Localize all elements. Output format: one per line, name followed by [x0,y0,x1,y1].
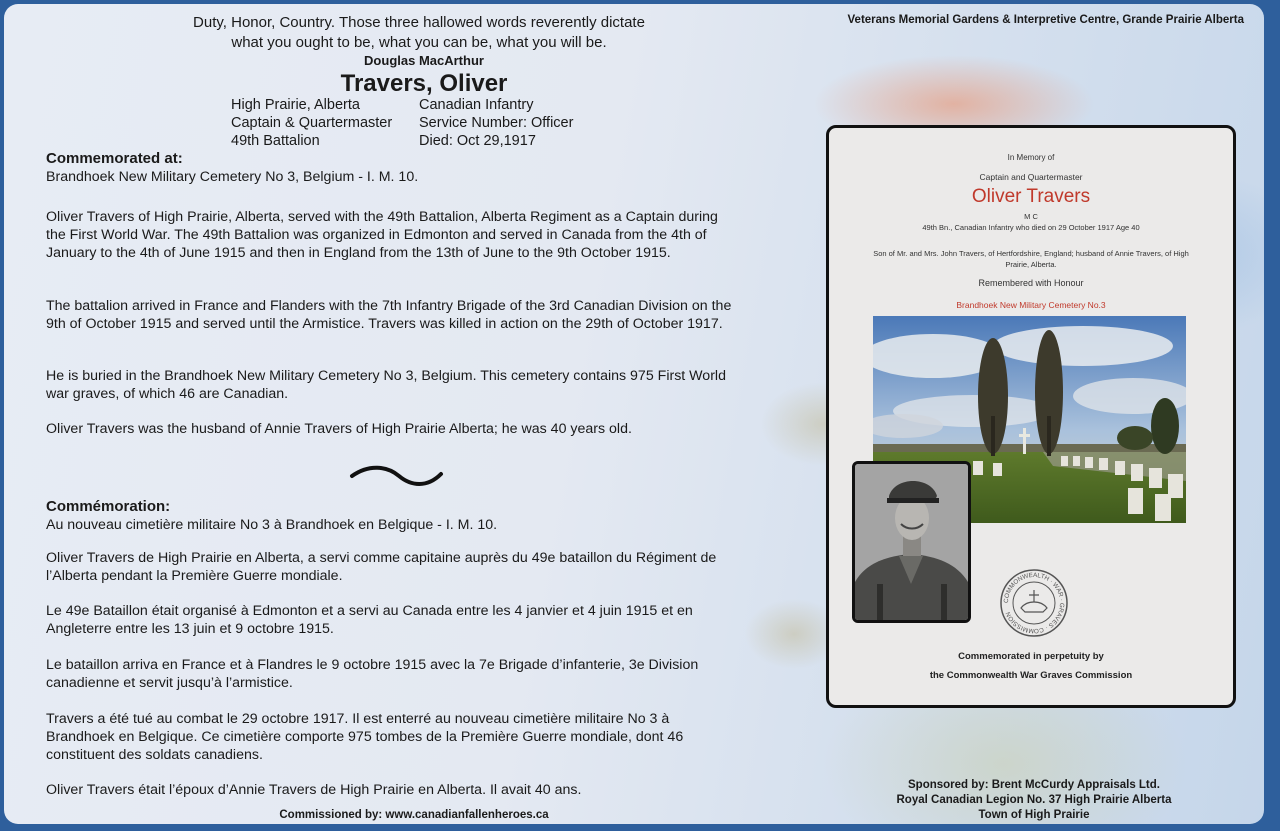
tilde-divider [349,462,444,492]
english-paragraph-1: Oliver Travers of High Prairie, Alberta, served with the 49th Battalion, Alberta Regiment as a Captain during the First World War. The 49th Battalion was organized in Edmonton and served in Canada from the 4th of January to the 4th of June 1915 and then in England from the 13th of June to the 9th October 1915. [46,209,718,261]
date-died: Died: Oct 29,1917 [419,133,536,149]
soldier-info-right [419,96,639,150]
french-location: Au nouveau cimetière militaire No 3 à Brandhoek en Belgique - I. M. 10. [46,517,498,533]
battalion: 49th Battalion [231,133,320,149]
quote [124,13,714,53]
seal-text: COMMONWEALTH · WAR · GRAVES · COMMISSION [1002,571,1066,635]
sponsor-line-1: Sponsored by: Brent McCurdy Appraisals Ltd. [908,779,1160,791]
quote-author: Douglas MacArthur [364,53,484,68]
french-section [46,498,736,534]
french-paragraph-5: Oliver Travers était l’époux d’Annie Travers de High Prairie en Alberta. Il avait 40 ans. [46,782,582,798]
english-paragraph-3: He is buried in the Brandhoek New Military Cemetery No 3, Belgium. This cemetery contains 975 First World war graves, of which 46 are Canadian. [46,368,726,402]
soldier-info-left [231,96,411,150]
card-commemorated [829,647,1233,685]
french-paragraph-3: Le bataillon arriva en France et à Flandres le 9 octobre 1915 avec la 7e Brigade d’infanterie, 3e Division canadienne et servit jusqu’à l’armistice. [46,657,699,691]
quote-line-2: what you ought to be, what you can be, what you will be. [231,34,607,51]
unit: Canadian Infantry [419,97,534,113]
soldier-name: Travers, Oliver [340,70,508,97]
english-heading: Commemorated at: [46,150,183,167]
sponsor-line-3: Town of High Prairie [978,809,1090,821]
memorial-card [826,125,1236,708]
cwgc-seal [999,568,1069,638]
sponsors [824,778,1244,823]
memorial-page [4,4,1264,824]
card-commemorated-line-2: the Commonwealth War Graves Commission [929,670,1133,681]
svg-text:COMMONWEALTH · WAR · GRAVES · [1003,572,1065,634]
french-heading: Commémoration: [46,498,171,515]
french-paragraph-2: Le 49e Bataillon était organisé à Edmonton et a servi au Canada entre les 4 janvier et 4 juin 1915 et en Angleterre entre les 13 juin et 9 octobre 1915. [46,603,693,637]
sponsor-line-2: Royal Canadian Legion No. 37 High Prairie Alberta [896,794,1172,806]
card-rank: Captain and Quartermaster [979,172,1083,182]
quote-line-1: Duty, Honor, Country. Those three hallowed words reverently dictate [193,14,645,31]
rank: Captain & Quartermaster [231,115,393,131]
card-name: Oliver Travers [971,186,1091,207]
service-number: Service Number: Officer [419,115,574,131]
english-section [46,150,736,186]
english-paragraph-2: The battalion arrived in France and Flanders with the 7th Infantry Brigade of the 3rd Canadian Division on the 9th of October 1915 and served until the Armistice. Travers was killed in action on the 29th of October 1917. [46,298,732,332]
french-paragraph-4: Travers a été tué au combat le 29 octobre 1917. Il est enterré au nouveau cimetière militaire No 3 à Brandhoek en Belgique. Ce cimetière comporte 975 tombes de la Première Guerre mondiale, dont 46 constituent des soldats canadiens. [46,711,684,763]
english-location: Brandhoek New Military Cemetery No 3, Belgium - I. M. 10. [46,169,419,185]
card-cemetery: Brandhoek New Military Cemetery No.3 [956,300,1106,310]
card-commemorated-line-1: Commemorated in perpetuity by [958,651,1104,662]
card-award: M C [1024,212,1038,221]
card-in-memory: In Memory of [1007,153,1055,162]
card-remembered: Remembered with Honour [978,278,1084,288]
soldier-portrait [852,461,971,623]
card-family: Son of Mr. and Mrs. John Travers, of Hertfordshire, England; husband of Annie Travers, of High Prairie, Alberta. [873,249,1189,269]
french-paragraph-1: Oliver Travers de High Prairie en Alberta, a servi comme capitaine auprès du 49e bataillon du Régiment de l’Alberta pendant la Première Guerre mondiale. [46,550,717,584]
commissioned-by: Commissioned by: www.canadianfallenheroes.ca [279,809,549,821]
english-paragraph-4: Oliver Travers was the husband of Annie Travers of High Prairie Alberta; he was 40 years old. [46,421,632,437]
hometown: High Prairie, Alberta [231,97,360,113]
organization-header: Veterans Memorial Gardens & Interpretive Centre, Grande Prairie Alberta [847,14,1244,26]
card-unit-line: 49th Bn., Canadian Infantry who died on 29 October 1917 Age 40 [922,223,1140,232]
